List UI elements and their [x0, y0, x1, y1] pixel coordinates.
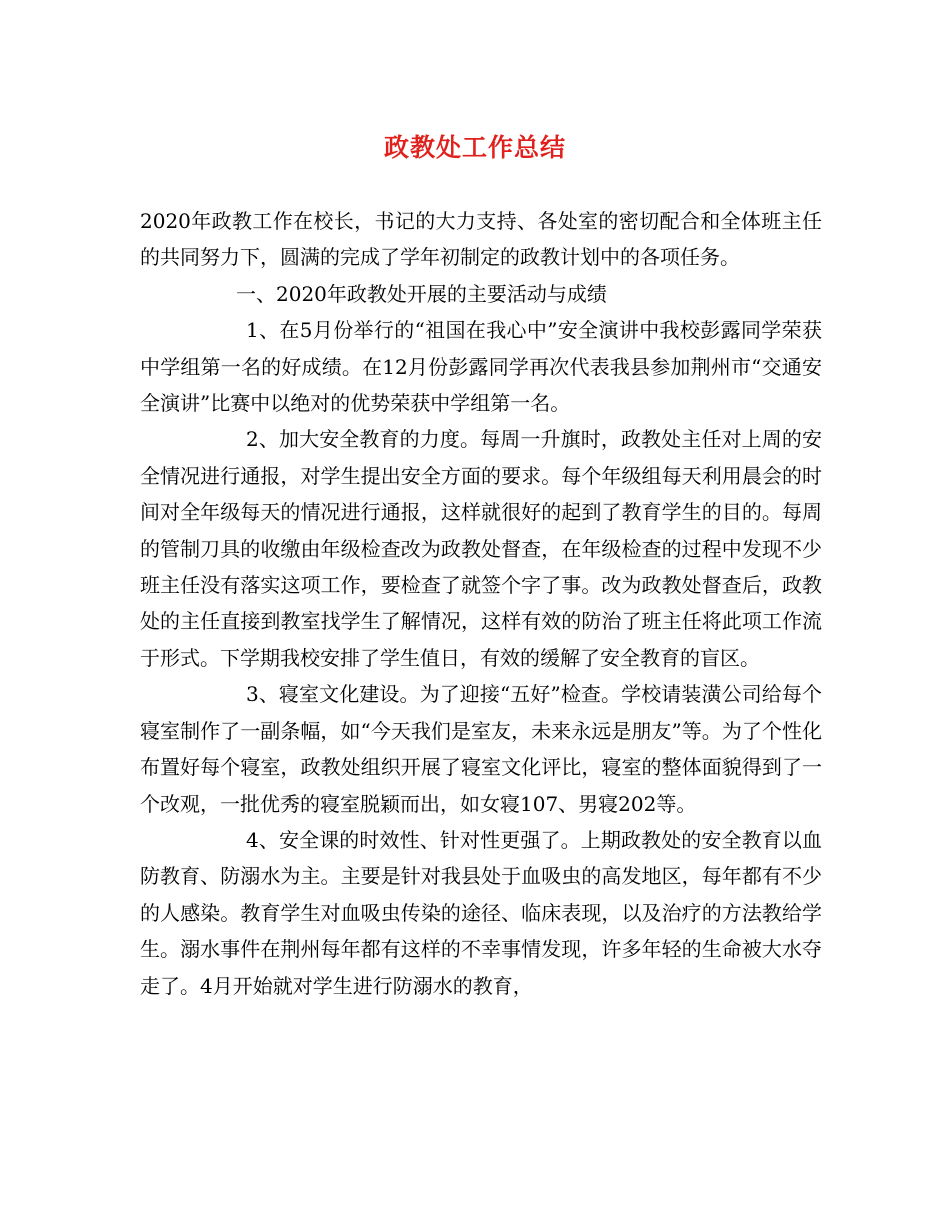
- intro-paragraph: 2020年政教工作在校长，书记的大力支持、各处室的密切配合和全体班主任的共同努力下，圆满的完成了学年初制定的政教计划中的各项任务。: [140, 209, 822, 270]
- section-heading: 一、2020年政教处开展的主要活动与成绩: [236, 281, 607, 306]
- paragraph-item-3: 3、寝室文化建设。为了迎接“五好”检查。学校请装潢公司给每个寝室制作了一副条幅，如“今天我们是室友，未来永远是朋友”等。为了个性化布置好每个寝室，政教处组织开展了寝室文化评比，寝室的整体面貌得到了一个改观，一批优秀的寝室脱颖而出，如女寝107、男寝202等。: [140, 682, 822, 816]
- paragraph-item-4: 4、安全课的时效性、针对性更强了。上期政教处的安全教育以血防教育、防溺水为主。主要是针对我县处于血吸虫的高发地区，每年都有不少的人感染。教育学生对血吸虫传染的途径、临床表现，以及治疗的方法教给学生。溺水事件在荆州每年都有这样的不幸事情发现，许多年轻的生命被大水夺走了。4月开始就对学生进行防溺水的教育，: [140, 827, 822, 998]
- document-title: 政教处工作总结: [383, 133, 566, 162]
- document-body: [140, 203, 822, 1004]
- paragraph-item-2: 2、加大安全教育的力度。每周一升旗时，政教处主任对上周的安全情况进行通报，对学生提出安全方面的要求。每个年级组每天利用晨会的时间对全年级每天的情况进行通报，这样就很好的起到了教育学生的目的。每周的管制刀具的收缴由年级检查改为政教处督查，在年级检查的过程中发现不少班主任没有落实这项工作，要检查了就签个字了事。改为政教处督查后，政教处的主任直接到教室找学生了解情况，这样有效的防治了班主任将此项工作流于形式。下学期我校安排了学生值日，有效的缓解了安全教育的盲区。: [140, 427, 822, 670]
- paragraph-item-1: 1、在5月份举行的“祖国在我心中”安全演讲中我校彭露同学荣获中学组第一名的好成绩。在12月份彭露同学再次代表我县参加荆州市“交通安全演讲”比赛中以绝对的优势荣获中学组第一名。: [140, 318, 822, 416]
